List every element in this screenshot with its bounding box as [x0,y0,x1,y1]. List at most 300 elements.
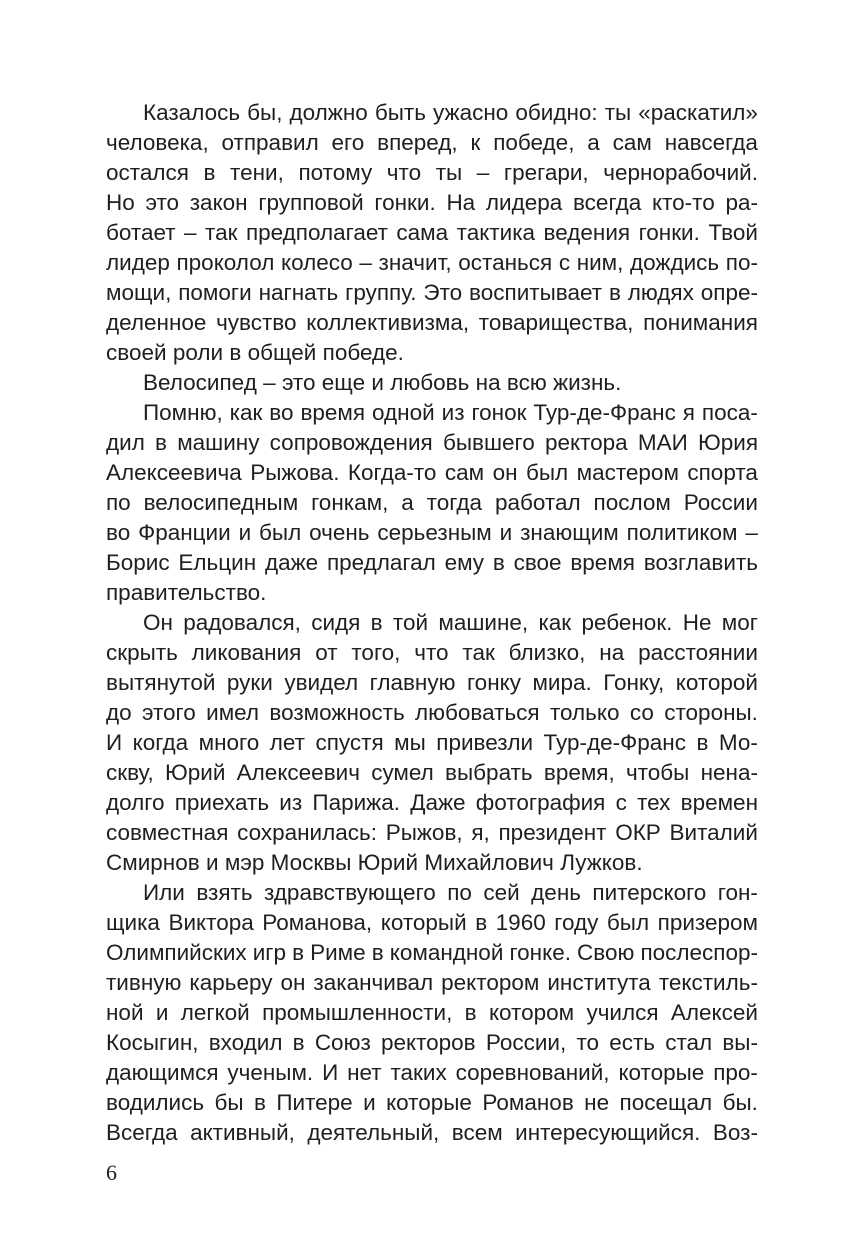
word: я [682,400,695,425]
word: Смирнов [106,850,200,875]
word: послеспор- [640,940,758,965]
word: в [253,1090,266,1115]
word: был [525,460,569,485]
word: в [464,1000,477,1025]
word: Он [143,610,173,635]
word: обидно: [515,100,598,125]
word: очень [309,520,370,545]
word: нена- [700,760,758,785]
word: Свою [577,940,635,965]
word: щика [106,910,160,935]
word: Алексеевича [106,460,242,485]
word: воспитывает [469,280,603,305]
word: нет [347,1060,382,1085]
word: ректором [441,970,540,995]
word: Алексей [670,1000,758,1025]
word: правительство. [106,580,267,605]
word: выбрать [445,760,533,785]
word: как [538,610,572,635]
text-line [106,998,758,1028]
text-line [106,1058,758,1088]
word: сама [396,220,449,245]
word: которые [618,1060,705,1085]
word: карьеру [189,970,273,995]
word: мастером [576,460,679,485]
word: Велосипед [143,370,257,395]
word: возможность [269,700,405,725]
text-line [106,308,758,338]
word: дождись [630,250,720,275]
word: так [205,220,238,245]
word: скрыть [106,640,178,665]
text-line [106,908,758,938]
word: приехать [174,790,270,815]
word: и [363,1090,376,1115]
word: про- [713,1060,758,1085]
word: тогда [426,490,483,515]
text-line [106,788,758,818]
word: легкой [180,1000,250,1025]
text-line [106,578,758,608]
word: мощи, [106,280,172,305]
word: времен [680,790,758,815]
word: Когда-то [347,460,437,485]
word: того, [351,640,401,665]
word: активный, [190,1120,295,1145]
word: президент [498,820,607,845]
word: товарищества, [478,310,634,335]
word: это [281,370,316,395]
word: Романова, [262,910,373,935]
word: от [315,640,338,665]
word: МАИ [637,430,688,455]
word: был [606,910,650,935]
word: закон [189,190,248,215]
word: время [300,400,366,425]
word: машине, [438,610,529,635]
word: день [531,880,581,905]
word: ты [604,100,632,125]
word: понимания [643,310,758,335]
word: в [608,280,621,305]
word: гонки. [638,220,700,245]
word: а [587,130,600,155]
word: во [106,520,131,545]
word: его [331,130,365,155]
text-line [106,728,758,758]
word: машину [177,430,260,455]
word: ним, [576,250,624,275]
text-line [106,158,758,188]
word: групповой [258,190,364,215]
word: когда [132,730,189,755]
word: жизнь. [553,370,622,395]
word: а [401,490,414,515]
word: по [447,880,472,905]
text-line [106,698,758,728]
word: из [279,790,303,815]
word: командной [389,940,504,965]
word: много [198,730,260,755]
word: и [499,520,513,545]
word: в [229,340,242,365]
word: Не [682,610,712,635]
word: всегда [572,190,642,215]
word: остался [106,160,189,185]
text-line [106,248,758,278]
word: даже [264,550,319,575]
word: по [106,490,131,515]
word: время, [543,760,615,785]
text-line [106,938,758,968]
word: И [106,730,123,755]
word: только [549,700,620,725]
word: Франции [138,520,231,545]
word: в [292,1030,305,1055]
word: он [492,460,518,485]
text-line [106,668,758,698]
word: в [203,160,216,185]
word: ученым. [227,1060,314,1085]
word: лидера [485,190,563,215]
text-line [106,188,758,218]
word: Парижа. [312,790,400,815]
word: общей [247,340,317,365]
word: колесо [280,250,353,275]
word: что [386,160,422,185]
word: дающимся [106,1060,219,1085]
word: время [570,550,635,575]
word: России, [485,1030,567,1055]
word: Казалось [143,100,241,125]
word: 1960 [495,910,546,935]
word: группу. [345,280,417,305]
word: Михайлович [424,850,554,875]
text-line [106,848,758,878]
word: лет [269,730,305,755]
word: промышленности, [262,1000,453,1025]
word: бы, [247,100,283,125]
word: должно [289,100,368,125]
word: сам [612,130,652,155]
word: которые [386,1090,472,1115]
word: деятельный, [307,1120,440,1145]
word: ботает [106,220,176,245]
word: водились [106,1090,205,1115]
word: и [155,1000,169,1025]
word: входил [208,1030,283,1055]
text-line [106,368,758,398]
word: гонкам, [311,490,389,515]
text-line [106,758,758,788]
word: бывшего [442,430,535,455]
word: Или [143,880,185,905]
word: Борис [106,550,170,575]
text-line [106,608,758,638]
word: Олимпийских [106,940,247,965]
word: ректоров [380,1030,476,1055]
word: в [696,730,709,755]
text-line [106,1028,758,1058]
word: году [554,910,599,935]
word: ликования [191,640,302,665]
word: ведения [543,220,631,245]
word: помоги [178,280,252,305]
word: тени, [230,160,284,185]
word: роли [172,340,224,365]
word: Всегда [106,1120,178,1145]
word: Гонку, [603,670,665,695]
word: Юрий [357,850,419,875]
word: во [269,400,294,425]
word: гон- [717,880,758,905]
word: Мо- [718,730,758,755]
word: ребенок. [581,610,673,635]
text-line [106,1088,758,1118]
word: таких [390,1060,447,1085]
word: института [547,970,651,995]
word: Виталий [669,820,758,845]
word: гонки. [374,190,436,215]
word: значит, [378,250,452,275]
text-line [106,638,758,668]
word: И [322,1060,339,1085]
word: в [492,550,505,575]
word: главную [369,670,456,695]
word: серьезным [377,520,492,545]
word: ОКР [615,820,661,845]
text-line [106,1118,758,1148]
word: ужасно [433,100,509,125]
word: гонке. [509,940,571,965]
word: поса- [701,400,758,425]
word: всем [451,1120,503,1145]
word: политиком [626,520,738,545]
word: в [292,940,305,965]
word: еще [321,370,366,395]
word: гонок [471,400,527,425]
word: возглавить [643,550,758,575]
word: радовался, [183,610,301,635]
word: – [184,220,197,245]
word: с [615,790,627,815]
word: не [584,1090,610,1115]
word: учился [586,1000,659,1025]
word: имел [206,700,260,725]
word: что [414,640,449,665]
word: тех [637,790,671,815]
word: – [745,520,758,545]
word: есть [609,1030,655,1055]
word: сумел [371,760,434,785]
word: на [475,370,501,395]
word: знающим [520,520,619,545]
word: свое [513,550,562,575]
word: и [206,850,219,875]
word: одной [372,400,435,425]
word: как [229,400,263,425]
word: тивную [106,970,182,995]
text-line [106,818,758,848]
word: коллективизма, [306,310,470,335]
word: здравствующего [263,880,436,905]
word: мэр [224,850,265,875]
word: интересующийся. [515,1120,701,1145]
word: ректора [544,430,628,455]
word: любовь [390,370,470,395]
word: спорта [687,460,758,485]
word: дил [106,430,145,455]
word: Юрий [165,760,226,785]
word: близко, [508,640,586,665]
word: Но [106,190,135,215]
word: ты [435,160,463,185]
word: долго [106,790,165,815]
word: заканчивал [313,970,434,995]
word: мы [394,730,426,755]
word: был [259,520,302,545]
word: Рыжов, [385,820,463,845]
word: человека, [106,130,209,155]
word: грегари, [503,160,589,185]
word: гонку [466,670,521,695]
word: в [371,940,384,965]
word: мира. [532,670,592,695]
word: России [683,490,758,515]
word: спустя [315,730,384,755]
word: питерского [592,880,707,905]
text-line [106,518,758,548]
word: опре- [700,280,758,305]
word: до [106,700,132,725]
word: Союз [314,1030,371,1055]
text-line [106,548,758,578]
word: Москвы [270,850,352,875]
word: любоваться [415,700,540,725]
word: стороны. [664,700,758,725]
word: Это [423,280,463,305]
word: Воз- [712,1120,758,1145]
word: Риме [310,940,366,965]
word: совместная [106,820,229,845]
word: Рыжова. [250,460,340,485]
word: сохранилась: [237,820,377,845]
word: бы. [722,1090,758,1115]
word: нагнать [258,280,339,305]
word: стал [665,1030,713,1055]
word: отправил [221,130,319,155]
word: лидер [106,250,170,275]
word: ему [444,550,485,575]
word: Твой [708,220,758,245]
text-line [106,98,758,128]
word: сидя [311,610,361,635]
word: фотография [475,790,606,815]
word: расстоянии [638,640,758,665]
word: – [263,370,276,395]
word: ра- [725,190,758,215]
word: сопровождения [269,430,433,455]
text-line [106,968,758,998]
text-line [106,878,758,908]
word: то [576,1030,600,1055]
word: Тур-де-Франс [543,730,686,755]
word: победе. [322,340,404,365]
word: работал [494,490,581,515]
body-text [106,98,758,1148]
word: и [371,370,384,395]
word: в [370,610,383,635]
word: «раскатил» [638,100,758,125]
word: так [462,640,495,665]
text-line [106,398,758,428]
word: Алексеевич [236,760,360,785]
word: Юрия [698,430,758,455]
word: велосипедным [143,490,299,515]
word: бы [214,1090,244,1115]
word: это [145,190,180,215]
text-line [106,128,758,158]
word: Косыгин, [106,1030,199,1055]
word: ной [106,1000,144,1025]
word: – [359,250,372,275]
word: всю [506,370,547,395]
word: с [558,250,571,275]
word: вы- [722,1030,758,1055]
word: останься [458,250,553,275]
word: к [470,130,481,155]
word: Романов [482,1090,574,1115]
word: Даже [410,790,466,815]
text-line [106,338,758,368]
word: проколол [176,250,275,275]
word: сам [444,460,485,485]
page-number: 6 [106,1160,117,1185]
word: по- [725,250,758,275]
word: в [475,910,488,935]
text-line [106,488,758,518]
word: призером [657,910,758,935]
word: послом [593,490,671,515]
text-line [106,428,758,458]
word: он [280,970,306,995]
word: соревнований, [455,1060,610,1085]
word: навсегда [664,130,758,155]
text-line [106,278,758,308]
word: на [599,640,625,665]
word: вперед, [377,130,458,155]
word: Питере [276,1090,353,1115]
word: быть [374,100,426,125]
word: привезли [436,730,534,755]
word: деленное [106,310,207,335]
word: Тур-де-Франс [533,400,676,425]
word: тактика [456,220,536,245]
word: увидел [284,670,359,695]
word: Виктора [168,910,254,935]
word: со [629,700,654,725]
word: потому [298,160,373,185]
word: Лужков. [560,850,643,875]
word: На [446,190,476,215]
word: скву, [106,760,154,785]
word: которой [675,670,758,695]
word: игр [252,940,287,965]
word: мог [721,610,758,635]
word: который [380,910,467,935]
word: Помню, [143,400,223,425]
word: той [392,610,429,635]
